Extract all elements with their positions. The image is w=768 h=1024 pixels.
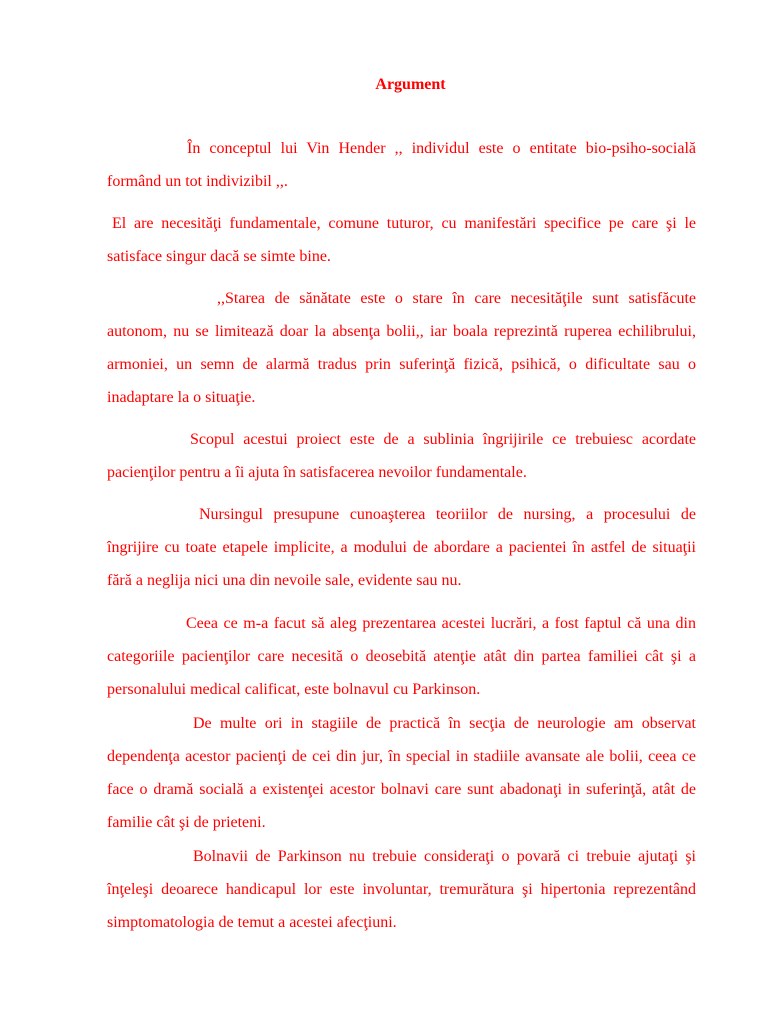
paragraph-motivation: Ceea ce m-a facut să aleg prezentarea acestei lucrări, a fost faptul că una din categoriile pacienţilor care necesită o deosebită atenţie atât din partea familiei cât şi a personalului medical calificat, este bolnavul cu Parkinson. <box>107 615 696 698</box>
paragraph-parkinson-patients: Bolnavii de Parkinson nu trebuie consideraţi o povară ci trebuie ajutaţi şi înţeleşi deoarece handicapul lor este involuntar, tremurătura şi hipertonia reprezentând simptomatologia de temut a acestei afecţiuni. <box>107 848 696 931</box>
paragraph-neurology-practice: De multe ori in stagiile de practică în secţia de neurologie am observat dependenţa acestor pacienţi de cei din jur, în special in stadiile avansate ale bolii, ceea ce face o dramă socială a existenţei acestor bolnavi care sunt abadonaţi in suferinţă, atât de familie cât şi de prieteni. <box>107 715 696 831</box>
paragraph-concept: În conceptul lui Vin Hender ,, individul este o entitate bio-psiho-socială formând un tot indivizibil ,,. <box>107 140 696 190</box>
paragraph-nursing: Nursingul presupune cunoaşterea teoriilor de nursing, a procesului de îngrijire cu toate etapele implicite, a modului de abordare a pacientei în astfel de situaţii fără a neglija nici una din nevoile sale, evidente sau nu. <box>107 506 696 589</box>
document-title: Argument <box>375 76 446 93</box>
paragraph-project-scope: Scopul acestui proiect este de a sublinia îngrijirile ce trebuiesc acordate pacienţilor pentru a îi ajuta în satisfacerea nevoilor fundamentale. <box>107 431 696 481</box>
paragraph-necessities: El are necesităţi fundamentale, comune tuturor, cu manifestări specifice pe care şi le satisface singur dacă se simte bine. <box>107 215 696 265</box>
paragraph-health-state: ,,Starea de sănătate este o stare în care necesităţile sunt satisfăcute autonom, nu se limitează doar la absenţa bolii,, iar boala reprezintă ruperea echilibrului, armoniei, un semn de alarmă tradus prin suferinţă fizică, psihică, o dificultate sau o inadaptare la o situaţie. <box>107 290 696 406</box>
